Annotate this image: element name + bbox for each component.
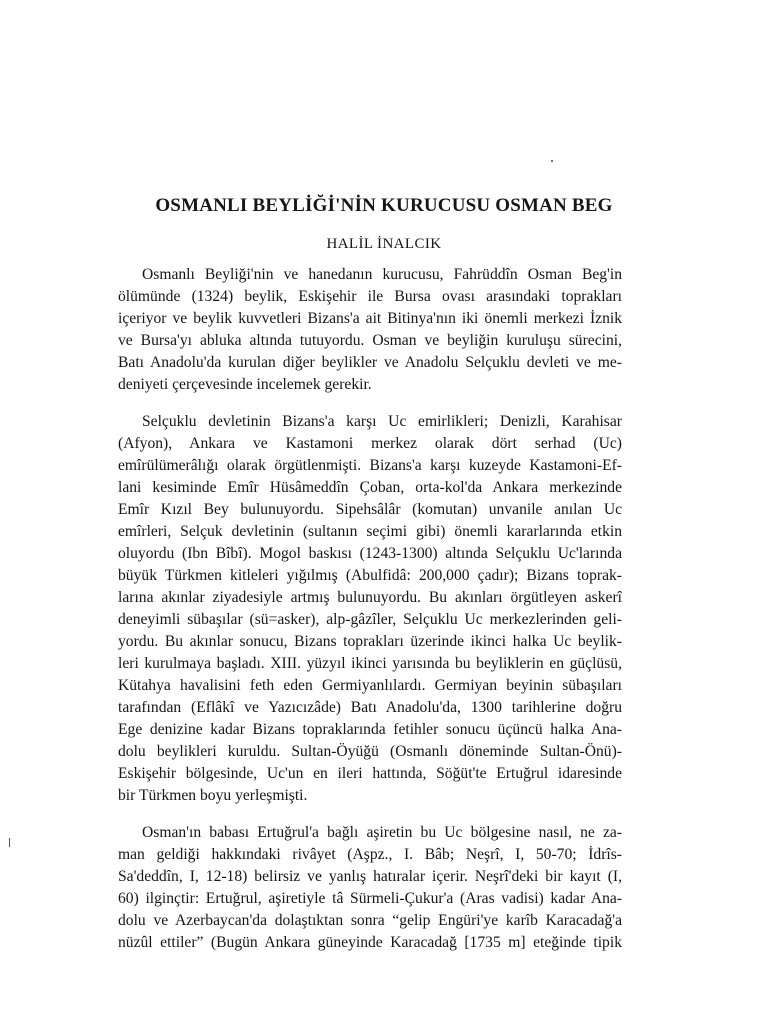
- text-line: (Afyon), Ankara ve Kastamoni merkez olarak dört serhad (Uc): [118, 435, 622, 452]
- text-line: Ege denizine kadar Bizans topraklarında fetihler sonucu üçüncü halka Ana-: [118, 721, 622, 738]
- paragraph-2: [118, 411, 622, 807]
- text-line: bir Türkmen boyu yerleşmişti.: [118, 787, 308, 804]
- text-line: Batı Anadolu'da kurulan diğer beylikler ve Anadolu Selçuklu devleti ve me-: [118, 354, 622, 371]
- text-line: ölümünde (1324) beylik, Eskişehir ile Bursa ovası arasındaki toprakları: [118, 288, 622, 305]
- text-line: deneyimli sübaşılar (sü=asker), alp-gâzîler, Selçuklu Uc merkezlerinden geli-: [118, 611, 622, 628]
- text-line: Kütahya havalisini feth eden Germiyanlılardı. Germiyan beyinin sübaşıları: [118, 677, 622, 694]
- author-name: HALİL İNALCIK: [326, 236, 442, 252]
- text-line: Emîr Kızıl Bey bulunuyordu. Sipehsâlâr (komutan) unvanile anılan Uc: [118, 501, 622, 518]
- text-line: 60) ilginçtir: Ertuğrul, aşiretiyle tâ Sürmeli-Çukur'a (Aras vadisi) kadar Ana-: [118, 890, 622, 907]
- text-line: lani kesiminde Emîr Hüsâmeddîn Çoban, orta-kol'da Ankara merkezinde: [118, 479, 622, 496]
- speck-mark: [551, 160, 553, 162]
- text-line: oluyordu (Ibn Bîbî). Mogol baskısı (1243-1300) altında Selçuklu Uc'larında: [118, 545, 622, 562]
- text-line: leri kurulmaya başladı. XIII. yüzyıl ikinci yarısında bu beyliklerin en güçlüsü,: [118, 655, 622, 672]
- text-line: Selçuklu devletinin Bizans'a karşı Uc emirlikleri; Denizli, Karahisar: [142, 413, 622, 430]
- text-line: nüzûl ettiler” (Bugün Ankara güneyinde Karacadağ [1735 m] eteğinde tipik: [118, 934, 622, 951]
- text-line: emîrülümerâlığı olarak örgütlenmişti. Bizans'a karşı kuzeyde Kastamoni-Ef-: [118, 457, 622, 474]
- paragraph-3: [118, 822, 622, 954]
- text-line: tarafından (Eflâkî ve Yazıcızâde) Batı Anadolu'da, 1300 tarihlerine doğru: [118, 699, 622, 716]
- text-line: Sa'deddîn, I, 12-18) belirsiz ve yanlış hatıralar içerir. Neşrî'deki bir kayıt (I,: [118, 868, 622, 885]
- paragraph-1: [118, 264, 622, 396]
- margin-mark: [9, 838, 10, 847]
- article-title: OSMANLI BEYLİĞİ'NİN KURUCUSU OSMAN BEG: [155, 195, 613, 216]
- text-line: Osmanlı Beyliği'nin ve hanedanın kurucusu, Fahrüddîn Osman Beg'in: [142, 266, 622, 283]
- text-line: Osman'ın babası Ertuğrul'a bağlı aşiretin bu Uc bölgesine nasıl, ne za-: [142, 824, 622, 841]
- text-line: içeriyor ve beylik kuvvetleri Bizans'a ait Bitinya'nın iki önemli merkezi İznik: [118, 310, 622, 327]
- text-line: man geldiği hakkındaki rivâyet (Aşpz., I. Bâb; Neşrî, I, 50-70; İdrîs-: [118, 846, 622, 863]
- text-line: dolu ve Azerbaycan'da dolaştıktan sonra “gelip Engüri'ye karîb Karacadağ'a: [118, 912, 622, 929]
- text-line: dolu beylikleri kuruldu. Sultan-Öyüğü (Osmanlı döneminde Sultan-Önü)-: [118, 743, 622, 760]
- text-line: yordu. Bu akınlar sonucu, Bizans toprakları üzerinde ikinci halka Uc beylik-: [118, 633, 622, 650]
- text-line: ve Bursa'yı abluka altında tutuyordu. Osman ve beyliğin kuruluşu sürecini,: [118, 332, 622, 349]
- text-line: emîrleri, Selçuk devletinin (sultanın seçimi gibi) önemli kararlarında etkin: [118, 523, 622, 540]
- article-body: [118, 264, 622, 969]
- text-line: büyük Türkmen kitleleri yığılmış (Abulfidâ: 200,000 çadır); Bizans toprak-: [118, 567, 622, 584]
- text-line: larına akınlar ziyadesiyle artmış bulunuyordu. Bu akınları örgütleyen askerî: [118, 589, 622, 606]
- text-line: Eskişehir bölgesinde, Uc'un en ileri hattında, Söğüt'te Ertuğrul idaresinde: [118, 765, 622, 782]
- text-line: deniyeti çerçevesinde incelemek gerekir.: [118, 376, 372, 393]
